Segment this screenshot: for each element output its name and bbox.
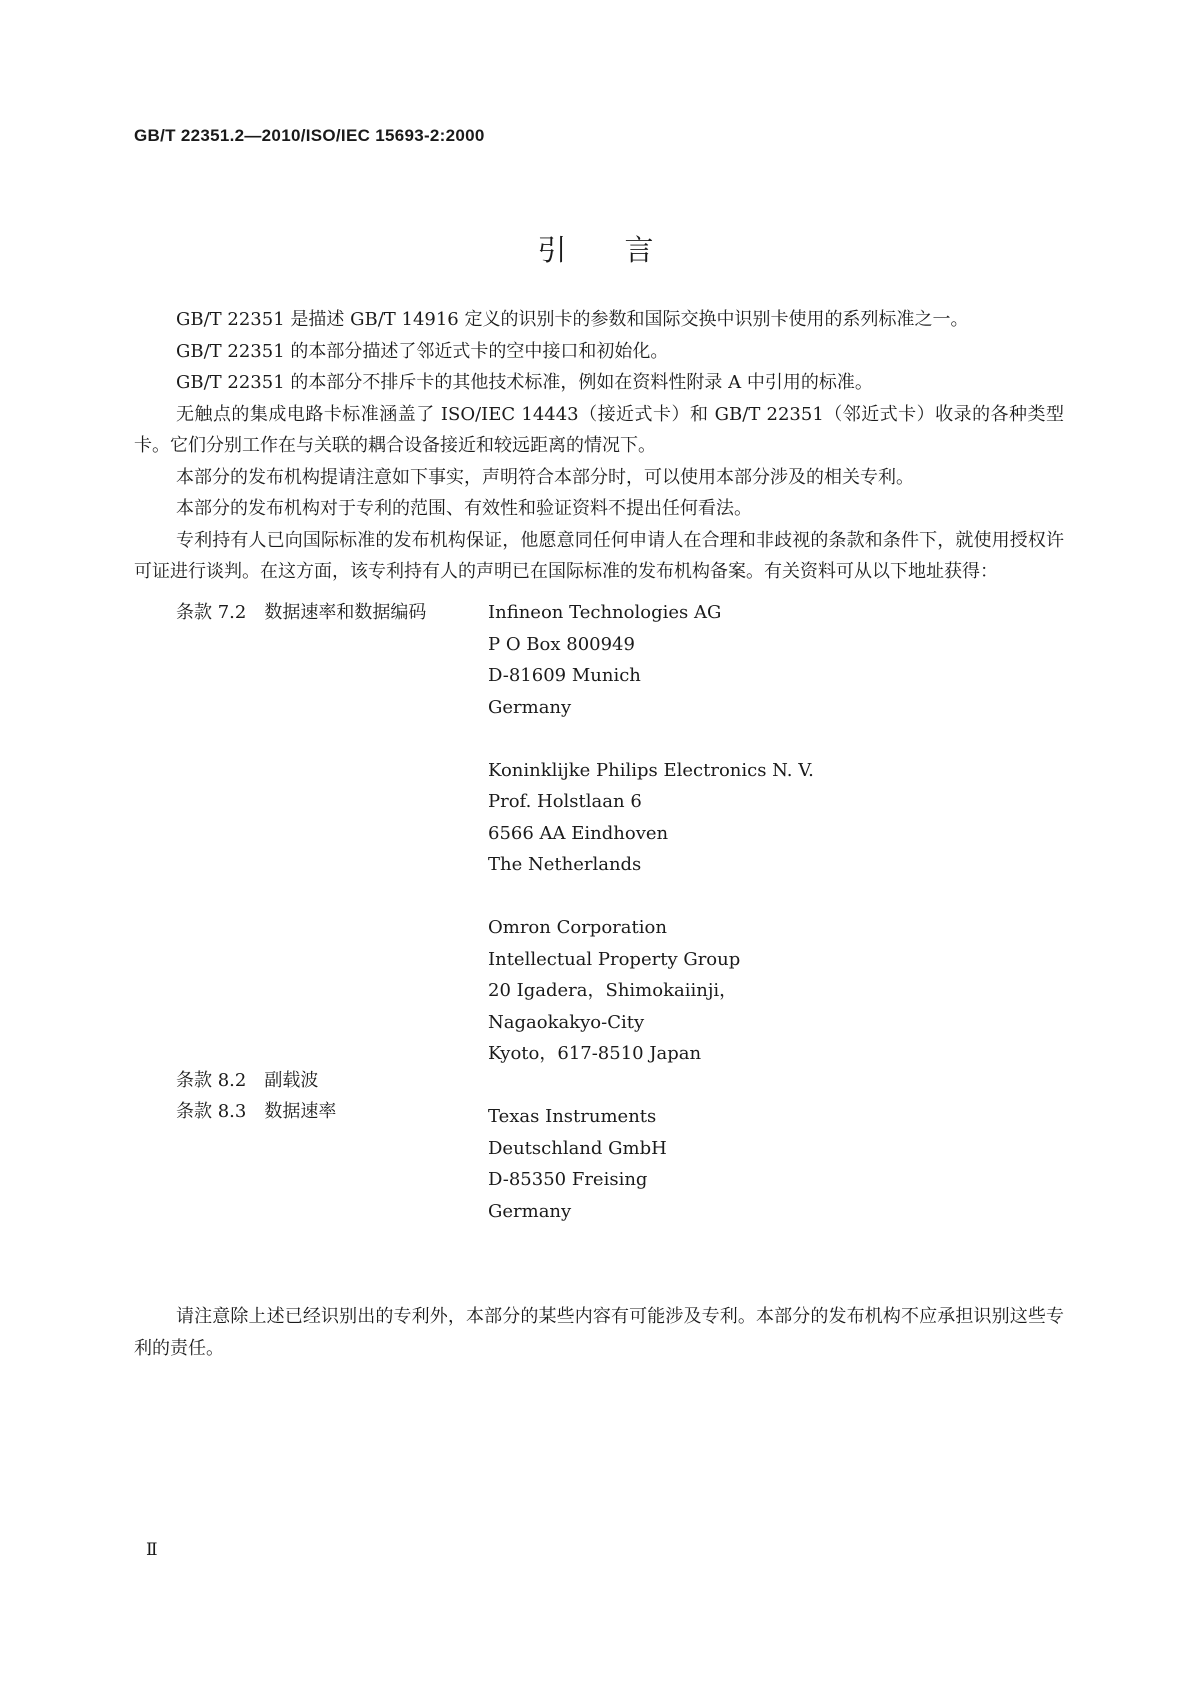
address-line: Texas Instruments (488, 1106, 657, 1127)
paragraph-5: 本部分的发布机构提请注意如下事实，声明符合本部分时，可以使用本部分涉及的相关专利。 (176, 466, 914, 488)
address-list (488, 597, 814, 1227)
address-line: D-81609 Munich (488, 665, 641, 686)
paragraph-6: 本部分的发布机构对于专利的范围、有效性和验证资料不提出任何看法。 (176, 498, 752, 519)
title-char-2: 言 (624, 233, 654, 267)
address-line: Infineon Technologies AG (488, 602, 722, 623)
paragraph-1: GB/T 22351 是描述 GB/T 14916 定义的识别卡的参数和国际交换中识别卡使用的系列标准之一。 (176, 309, 969, 330)
clause-number: 条款 7.2 (176, 602, 247, 623)
clause-topic: 数据速率和数据编码 (264, 602, 427, 623)
closing-body (134, 1301, 1064, 1364)
address-line: The Netherlands (488, 854, 642, 875)
address-infineon (488, 597, 814, 723)
clause-topic: 副载波 (264, 1070, 319, 1091)
address-philips (488, 755, 814, 881)
clause-number: 条款 8.3 (176, 1101, 247, 1122)
paragraph-7: 专利持有人已向国际标准的发布机构保证，他愿意同任何申请人在合理和非歧视的条款和条件下，就使用授权许可证进行谈判。在这方面，该专利持有人的声明已在国际标准的发布机构备案。有关资料可从以下地址获得： (134, 529, 1064, 582)
address-line: D-85350 Freising (488, 1169, 648, 1190)
address-line: Deutschland GmbH (488, 1137, 667, 1159)
address-line: Nagaokakyo-City (488, 1011, 645, 1033)
clause-number: 条款 8.2 (176, 1070, 247, 1091)
closing-paragraph: 请注意除上述已经识别出的专利外，本部分的某些内容有可能涉及专利。本部分的发布机构不应承担识别这些专利的责任。 (134, 1306, 1064, 1359)
address-line: 6566 AA Eindhoven (488, 822, 669, 844)
clause-topic: 数据速率 (264, 1101, 337, 1122)
paragraph-2: GB/T 22351 的本部分描述了邻近式卡的空中接口和初始化。 (176, 340, 669, 362)
paragraph-3: GB/T 22351 的本部分不排斥卡的其他技术标准，例如在资料性附录 A 中引用的标准。 (176, 372, 873, 393)
paragraph-4: 无触点的集成电路卡标准涵盖了 ISO/IEC 14443（接近式卡）和 GB/T 22351（邻近式卡）收录的各种类型卡。它们分别工作在与关联的耦合设备接近和较远距离的情况下。 (134, 403, 1064, 456)
address-ti (488, 1101, 814, 1227)
address-line: Kyoto，617-8510 Japan (488, 1043, 702, 1064)
standard-header: GB/T 22351.2—2010/ISO/IEC 15693-2:2000 (134, 126, 485, 145)
address-line: Germany (488, 1200, 572, 1222)
address-omron (488, 912, 814, 1070)
address-line: Germany (488, 696, 572, 718)
address-line: Intellectual Property Group (488, 948, 741, 970)
title-char-1: 引 (537, 233, 567, 267)
page-number: Ⅱ (146, 1540, 158, 1560)
address-line: 20 Igadera，Shimokaiinji， (488, 980, 738, 1001)
page-title (0, 228, 1191, 269)
address-line: P O Box 800949 (488, 633, 635, 655)
intro-body (134, 304, 1064, 588)
address-line: Omron Corporation (488, 917, 667, 938)
address-line: Prof. Holstlaan 6 (488, 791, 642, 812)
address-line: Koninklijke Philips Electronics N. V. (488, 759, 814, 781)
